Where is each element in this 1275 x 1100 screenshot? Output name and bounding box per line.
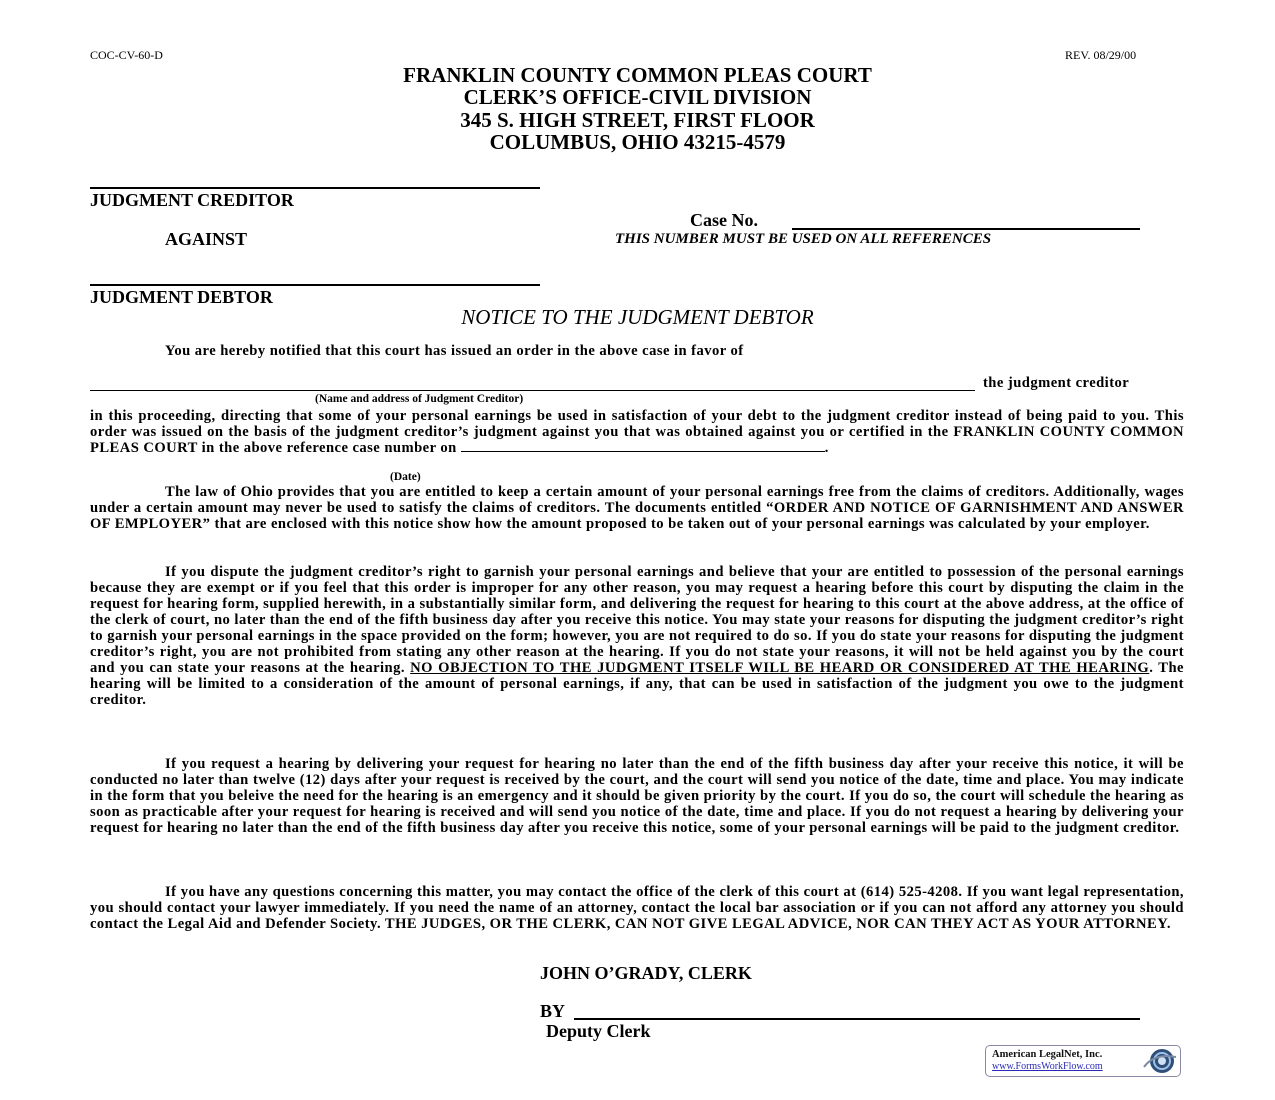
court-city: COLUMBUS, OHIO 43215-4579 bbox=[489, 130, 786, 154]
paragraph-ohio-law: The law of Ohio provides that you are entitled to keep a certain amount of your personal earnings free from the claims of creditors. Additionally, wages under a certain amount may never be used to satisfy the claims of creditors. The documents entitled “ORDER AND NOTICE OF GARNISHMENT AND ANSWER OF EMPLOYER” that are enclosed with this notice show how the amount proposed to be taken out of your personal earnings was calculated by your employer. bbox=[90, 484, 1184, 532]
court-name: FRANKLIN COUNTY COMMON PLEAS COURT bbox=[403, 63, 872, 87]
paragraph-questions: If you have any questions concerning this matter, you may contact the office of the clerk of this court at (614) 525-4208. If you want legal representation, you should contact your lawyer immediately. If you need the name of an attorney, contact the local bar association or if you can not afford any attorney you should contact the Legal Aid and Defender Society. THE JUDGES, OR THE CLERK, CAN NOT GIVE LEGAL ADVICE, NOR CAN THEY ACT AS YOUR ATTORNEY. bbox=[90, 884, 1184, 932]
judgment-creditor-label: JUDGMENT CREDITOR bbox=[90, 190, 294, 210]
logo-company-name: American LegalNet, Inc. bbox=[992, 1049, 1103, 1060]
paragraph-hearing-request: If you request a hearing by delivering your request for hearing no later than the end of the fifth business day after your receive this notice, it will be conducted no later than twelve (12) days after your request is received by the court, and the court will send you notice of the date, time and place. You may indicate in the form that you beleive the need for the hearing is an emergency and it should be given priority by the court. If you do so, the court will schedule the hearing as soon as practicable after your request for hearing is received and will send you notice of the date, time and place. If you do not request a hearing by delivering your request for hearing no later than the end of the fifth business day after you receive this notice, some of your personal earnings will be paid to the judgment creditor. bbox=[90, 756, 1184, 836]
date-caption: (Date) bbox=[390, 471, 421, 483]
debtor-name-line[interactable] bbox=[90, 284, 540, 286]
case-no-label: Case No. bbox=[690, 210, 758, 230]
paragraph-order-text: in this proceeding, directing that some of your personal earnings be used in satisfaction of your debt to the judgment creditor instead of being paid to you. This order was issued on the basis of the judgment creditor’s judgment against you that was obtained against you or certified in the FRANKLIN COUNTY COMMON PLEAS COURT in the above reference case number on bbox=[90, 408, 1184, 456]
court-office: CLERK’S OFFICE-CIVIL DIVISION bbox=[463, 85, 812, 109]
date-blank[interactable] bbox=[461, 451, 825, 452]
deputy-signature-line[interactable] bbox=[574, 1018, 1140, 1020]
no-objection-warning: NO OBJECTION TO THE JUDGMENT ITSELF WILL BE HEARD OR CONSIDERED AT THE HEARING bbox=[410, 660, 1150, 676]
paragraph-dispute bbox=[90, 564, 1184, 708]
notice-intro: You are hereby notified that this court has issued an order in the above case in favor of bbox=[165, 343, 744, 359]
paragraph-dispute-end: . The hearing will be limited to a consideration of the amount of personal earnings, if any, that can be used in satisfaction of the judgment you owe to the judgment creditor. bbox=[90, 660, 1184, 708]
logo-url[interactable]: www.FormsWorkFlow.com bbox=[992, 1061, 1103, 1072]
globe-icon bbox=[1140, 1047, 1178, 1075]
creditor-name-line[interactable] bbox=[90, 187, 540, 189]
against-label: AGAINST bbox=[165, 229, 248, 249]
revision-date: REV. 08/29/00 bbox=[1065, 48, 1137, 62]
creditor-line-suffix: the judgment creditor bbox=[983, 375, 1130, 391]
creditor-caption: (Name and address of Judgment Creditor) bbox=[315, 393, 524, 405]
court-street: 345 S. HIGH STREET, FIRST FLOOR bbox=[460, 108, 815, 132]
paragraph-order-issued: in this proceeding, directing that some of your personal earnings be used in satisfaction of your debt to the judgment creditor instead of being paid to you. This order was issued on the basis of the judgment creditor’s judgment against you that was obtained against you or certified in the FRANKLIN COUNTY COMMON PLEAS COURT in the above reference case number on . bbox=[90, 408, 1184, 456]
case-number-note: THIS NUMBER MUST BE USED ON ALL REFERENCES bbox=[615, 231, 992, 247]
deputy-clerk-label: Deputy Clerk bbox=[546, 1021, 651, 1041]
american-legalnet-logo bbox=[985, 1045, 1181, 1077]
form-code: COC-CV-60-D bbox=[90, 48, 163, 62]
judgment-debtor-label: JUDGMENT DEBTOR bbox=[90, 287, 273, 307]
case-number-line[interactable] bbox=[792, 228, 1140, 230]
notice-title: NOTICE TO THE JUDGMENT DEBTOR bbox=[461, 305, 814, 329]
paragraph-dispute-text: If you dispute the judgment creditor’s right to garnish your personal earnings and believe that your are entitled to possession of the personal earnings because they are exempt or if you feel that this order is improper for any other reason, you may request a hearing before this court by disputing the claim in the request for hearing form, supplied herewith, in a substantially similar form, and delivering the request for hearing to this court at the above address, at the office of the clerk of court, no later than the end of the fifth business day after you receive this notice. You may state your reasons for disputing the judgment creditor’s right to garnish your personal earnings in the space provided on the form; however, you are not required to do so. If you do state your reasons for disputing the judgment creditor’s right, you are not prohibited from stating any other reason at the hearing. If you do not state your reasons, it will not be held against you by the court and you can state your reasons at the hearing. bbox=[90, 564, 1184, 676]
creditor-name-address-line[interactable] bbox=[90, 390, 975, 391]
by-label: BY bbox=[540, 1001, 566, 1021]
clerk-name: JOHN O’GRADY, CLERK bbox=[540, 963, 752, 983]
